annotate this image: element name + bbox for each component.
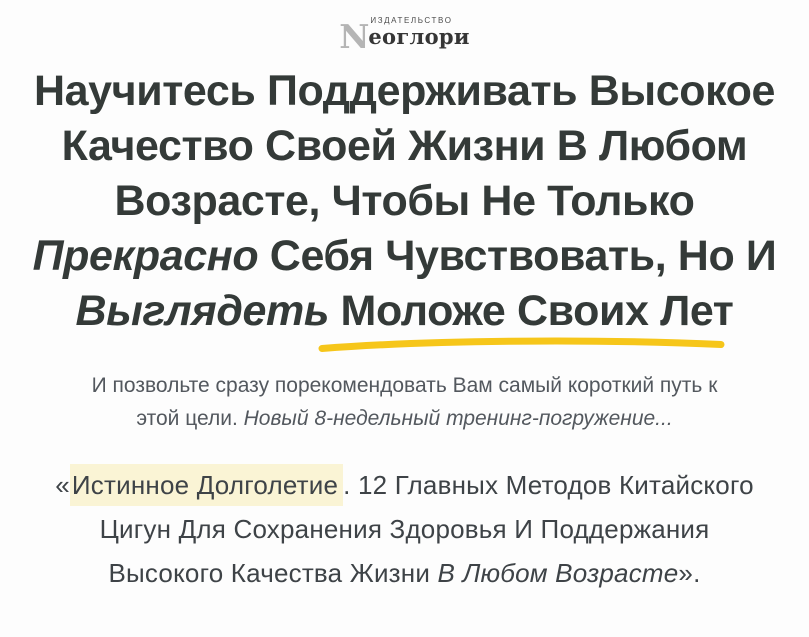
headline-line-2: Качество Своей Жизни В Любом [61,122,748,170]
logo-caps-label: ИЗДАТЕЛЬСТВО [370,16,453,25]
publisher-logo [0,0,809,56]
book-line-2: Цигун Для Сохранения Здоровья И Поддержания [99,514,710,544]
headline-line-4-italic: Прекрасно [32,232,259,280]
headline-line-5-italic: Выглядеть [75,287,329,335]
book-line-3-regular: Высокого Качества Жизни [108,558,438,588]
logo-name-label: еоглори [368,24,470,49]
lead-paragraph [0,369,809,435]
lead-line-2 [0,402,809,435]
headline-line-4-rest: Себя Чувствовать, Но И [258,232,777,280]
headline-line-4 [0,229,809,284]
book-title-paragraph [0,463,809,595]
book-line-1-rest: . 12 Главных Методов Китайского [343,470,754,500]
book-close-quote: ». [678,558,701,588]
headline-line-1: Научитесь Поддерживать Высокое [33,67,776,115]
headline-line-5-rest: Моложе Своих Лет [329,287,734,335]
book-line-3-italic: В Любом Возрасте [437,558,679,588]
logo-n-glyph: N [339,17,370,56]
lead-line-2-italic: Новый 8-недельный тренинг-погружение... [243,407,673,430]
book-line-1 [0,463,809,507]
book-highlighted-phrase: Истинное Долголетие [70,464,343,506]
headline-line-5 [0,284,809,339]
book-line-3 [0,551,809,595]
headline-line-3: Возрасте, Чтобы Не Только [114,177,695,225]
book-open-quote: « [55,470,70,500]
page-title [0,64,809,339]
logo-text-block [368,16,469,47]
lead-line-1: И позвольте сразу порекомендовать Вам самый короткий путь к [91,374,718,397]
lead-line-2-regular: этой цели. [136,407,244,430]
